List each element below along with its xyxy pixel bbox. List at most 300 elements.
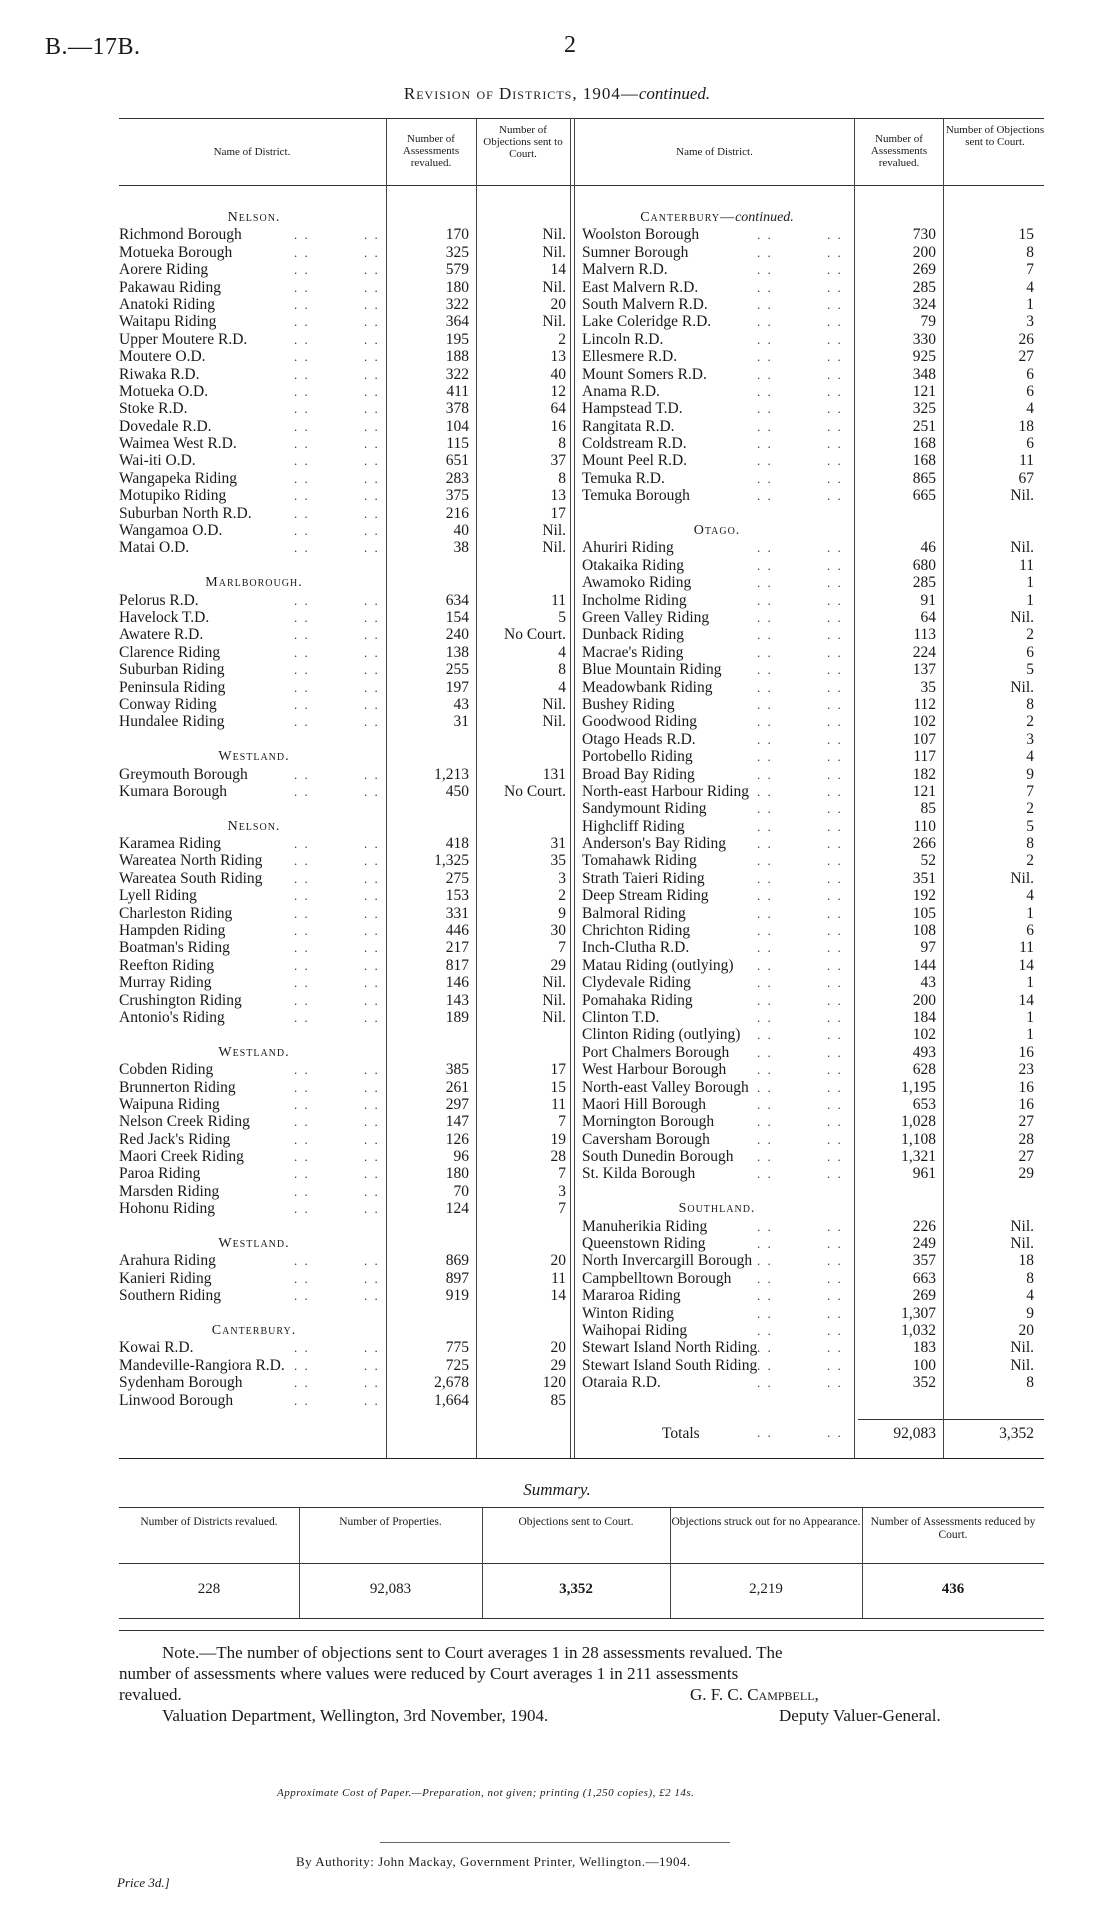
table-row	[582, 470, 1042, 487]
leader-dots: . .	[757, 1236, 773, 1252]
leader-dots: . .	[757, 1253, 773, 1269]
district-name: Malvern R.D.	[582, 261, 668, 279]
objections-value: 4	[1026, 400, 1034, 418]
leader-dots: . .	[827, 783, 843, 799]
district-name: South Malvern R.D.	[582, 295, 708, 313]
table-row	[582, 922, 1042, 939]
table-row	[119, 1131, 574, 1148]
objections-value: 2	[1026, 626, 1034, 644]
objections-value: 16	[1018, 1078, 1034, 1096]
district-name: Sydenham Borough	[119, 1374, 243, 1392]
leader-dots: . .	[294, 766, 310, 782]
leader-dots: . .	[827, 401, 843, 417]
leader-dots: . .	[364, 836, 380, 852]
district-name: Otaraia R.D.	[582, 1374, 661, 1392]
assessments-value: 115	[446, 435, 469, 453]
section-heading: Southland.	[678, 1201, 756, 1217]
objections-value: No Court.	[504, 782, 566, 800]
assessments-value: 124	[445, 1200, 469, 1218]
table-row	[119, 974, 574, 991]
leader-dots: . .	[827, 227, 843, 243]
leader-dots: . .	[364, 227, 380, 243]
section-heading: Westland.	[218, 749, 290, 765]
district-name: Waimea West R.D.	[119, 435, 237, 453]
objections-value: No Court.	[504, 626, 566, 644]
leader-dots: . .	[294, 383, 310, 399]
department-line: Valuation Department, Wellington, 3rd November, 1904.	[162, 1706, 549, 1725]
assessments-value: 192	[912, 887, 936, 905]
leader-dots: . .	[364, 1288, 380, 1304]
leader-dots: . .	[827, 331, 843, 347]
table-row	[119, 522, 574, 539]
assessments-value: 146	[445, 974, 469, 992]
table-row	[582, 748, 1042, 765]
table-row	[119, 331, 574, 348]
assessments-value: 168	[912, 452, 936, 470]
assessments-value: 680	[912, 556, 936, 574]
district-name: Pakawau Riding	[119, 278, 222, 296]
objections-value: 8	[558, 469, 566, 487]
table-row	[119, 1392, 574, 1409]
objections-value: 31	[550, 835, 566, 853]
objections-value: Nil.	[542, 695, 566, 713]
leader-dots: . .	[294, 1183, 310, 1199]
leader-dots: . .	[364, 853, 380, 869]
leader-dots: . .	[827, 453, 843, 469]
table-row	[582, 800, 1042, 817]
assessments-value: 897	[445, 1269, 469, 1287]
assessments-value: 102	[912, 1026, 936, 1044]
assessments-value: 418	[445, 835, 469, 853]
leader-dots: . .	[757, 905, 773, 921]
objections-value: 4	[1026, 887, 1034, 905]
header-assessments-left: Number of Assessments revalued.	[402, 133, 460, 169]
leader-dots: . .	[294, 453, 310, 469]
assessments-value: 1,213	[434, 765, 469, 783]
table-top-rule	[119, 118, 1044, 119]
district-name: Marsden Riding	[119, 1182, 220, 1200]
assessments-value: 182	[912, 765, 936, 783]
assessments-value: 121	[912, 782, 936, 800]
leader-dots: . .	[364, 957, 380, 973]
assessments-value: 70	[453, 1182, 469, 1200]
objections-value: 2	[1026, 713, 1034, 731]
leader-dots: . .	[294, 1062, 310, 1078]
leader-dots: . .	[757, 366, 773, 382]
district-name: Hampden Riding	[119, 922, 226, 940]
assessments-value: 195	[445, 330, 469, 348]
district-name: Crushington Riding	[119, 991, 242, 1009]
district-name: Aorere Riding	[119, 261, 209, 279]
leader-dots: . .	[827, 853, 843, 869]
table-row	[582, 1357, 1042, 1374]
objections-value: 12	[550, 382, 566, 400]
objections-value: 7	[1026, 261, 1034, 279]
assessments-value: 493	[912, 1043, 936, 1061]
leader-dots: . .	[827, 366, 843, 382]
objections-value: Nil.	[542, 713, 566, 731]
table-row	[119, 592, 574, 609]
table-row	[582, 1305, 1042, 1322]
leader-dots: . .	[827, 418, 843, 434]
leader-dots: . .	[827, 575, 843, 591]
assessments-value: 351	[912, 869, 936, 887]
leader-dots: . .	[294, 783, 310, 799]
leader-dots: . .	[757, 1079, 773, 1095]
leader-dots: . .	[757, 1027, 773, 1043]
district-name: North-east Harbour Riding	[582, 782, 750, 800]
assessments-value: 126	[445, 1130, 469, 1148]
objections-value: 9	[1026, 765, 1034, 783]
objections-value: Nil.	[1010, 1356, 1034, 1374]
district-name: Pomahaka Riding	[582, 991, 693, 1009]
leader-dots: . .	[364, 975, 380, 991]
district-name: Clinton Riding (outlying)	[582, 1026, 741, 1044]
leader-dots: . .	[294, 1201, 310, 1217]
objections-value: 27	[1018, 1113, 1034, 1131]
leader-dots: . .	[294, 696, 310, 712]
district-name: Waitapu Riding	[119, 313, 217, 331]
leader-dots: . .	[364, 783, 380, 799]
table-row	[119, 1113, 574, 1130]
leader-dots: . .	[294, 366, 310, 382]
table-row	[582, 1148, 1042, 1165]
objections-value: 17	[550, 1061, 566, 1079]
leader-dots: . .	[827, 1149, 843, 1165]
leader-dots: . .	[757, 940, 773, 956]
leader-dots: . .	[757, 592, 773, 608]
leader-dots: . .	[294, 662, 310, 678]
district-name: Anderson's Bay Riding	[582, 835, 727, 853]
objections-value: 1	[1026, 974, 1034, 992]
objections-value: 4	[558, 678, 566, 696]
leader-dots: . .	[757, 1305, 773, 1321]
assessments-value: 46	[920, 539, 936, 557]
leader-dots: . .	[364, 331, 380, 347]
district-name: Nelson Creek Riding	[119, 1113, 250, 1131]
leader-dots: . .	[757, 575, 773, 591]
objections-value: 8	[1026, 835, 1034, 853]
leader-dots: . .	[757, 488, 773, 504]
table-row	[119, 1148, 574, 1165]
district-name: Mornington Borough	[582, 1113, 715, 1131]
leader-dots: . .	[827, 540, 843, 556]
table-row	[119, 1270, 574, 1287]
assessments-value: 450	[445, 782, 469, 800]
leader-dots: . .	[294, 296, 310, 312]
leader-dots: . .	[364, 453, 380, 469]
district-name: Dovedale R.D.	[119, 417, 212, 435]
district-name: Port Chalmers Borough	[582, 1043, 730, 1061]
leader-dots: . .	[364, 244, 380, 260]
leader-dots: . .	[364, 262, 380, 278]
leader-dots: . .	[294, 975, 310, 991]
table-row	[119, 679, 574, 696]
table-row	[582, 1252, 1042, 1269]
leader-dots: . .	[757, 279, 773, 295]
district-name: Hundalee Riding	[119, 713, 225, 731]
table-row	[119, 296, 574, 313]
objections-value: 20	[550, 295, 566, 313]
leader-dots: . .	[294, 627, 310, 643]
table-row	[119, 261, 574, 278]
leader-dots: . .	[294, 644, 310, 660]
assessments-value: 104	[445, 417, 469, 435]
objections-value: Nil.	[542, 539, 566, 557]
totals-label: Totals	[662, 1425, 700, 1442]
district-name: Inch-Clutha R.D.	[582, 939, 690, 957]
assessments-value: 200	[912, 243, 936, 261]
signature-name: G. F. C. Campbell,	[690, 1685, 819, 1704]
leader-dots: . .	[364, 505, 380, 521]
district-name: Wareatea South Riding	[119, 869, 263, 887]
assessments-value: 651	[445, 452, 469, 470]
table-row	[582, 731, 1042, 748]
leader-dots: . .	[364, 1201, 380, 1217]
table-row	[119, 400, 574, 417]
leader-dots: . .	[827, 1305, 843, 1321]
district-name: Greymouth Borough	[119, 765, 248, 783]
district-name: Lincoln R.D.	[582, 330, 664, 348]
leader-dots: . .	[294, 436, 310, 452]
leader-dots: . .	[827, 314, 843, 330]
summary-title: Summary.	[523, 1480, 591, 1499]
leader-dots: . .	[827, 627, 843, 643]
district-name: Incholme Riding	[582, 591, 687, 609]
assessments-value: 961	[912, 1165, 936, 1183]
table-row	[119, 1009, 574, 1026]
leader-dots: . .	[294, 714, 310, 730]
objections-value: 13	[550, 487, 566, 505]
objections-value: 4	[1026, 748, 1034, 766]
district-name: Matai O.D.	[119, 539, 190, 557]
leader-dots: . .	[294, 992, 310, 1008]
table-row	[582, 1026, 1042, 1043]
district-name: Campbelltown Borough	[582, 1269, 732, 1287]
objections-value: 4	[1026, 1287, 1034, 1305]
leader-dots: . .	[364, 1131, 380, 1147]
assessments-value: 446	[445, 922, 469, 940]
objections-value: Nil.	[542, 226, 566, 244]
note-line-2: number of assessments where values were reduced by Court averages 1 in 211 assessments	[119, 1664, 739, 1683]
objections-value: 5	[1026, 817, 1034, 835]
district-name: Waihopai Riding	[582, 1322, 688, 1339]
leader-dots: . .	[827, 1096, 843, 1112]
assessments-value: 154	[445, 608, 469, 626]
table-row	[119, 1287, 574, 1304]
objections-value: 14	[550, 261, 566, 279]
assessments-value: 357	[912, 1252, 936, 1270]
objections-value: 40	[550, 365, 566, 383]
table-row	[582, 435, 1042, 452]
objections-value: 5	[558, 608, 566, 626]
assessments-value: 112	[913, 695, 936, 713]
leader-dots: . .	[757, 331, 773, 347]
district-name: Upper Moutere R.D.	[119, 330, 248, 348]
leader-dots: . .	[827, 836, 843, 852]
objections-value: 28	[1018, 1130, 1034, 1148]
leader-dots: . .	[364, 1357, 380, 1373]
leader-dots: . .	[294, 1357, 310, 1373]
leader-dots: . .	[827, 1236, 843, 1252]
summary-header: Number of Districts revalued.	[140, 1516, 278, 1528]
assessments-value: 325	[912, 400, 936, 418]
district-name: Motupiko Riding	[119, 487, 227, 505]
district-name: Hohonu Riding	[119, 1200, 216, 1218]
objections-value: 6	[1026, 435, 1034, 453]
leader-dots: . .	[757, 714, 773, 730]
leader-dots: . .	[364, 1340, 380, 1356]
section-heading: Otago.	[693, 523, 741, 539]
leader-dots: . .	[757, 975, 773, 991]
district-name: Moutere O.D.	[119, 348, 206, 366]
assessments-value: 184	[912, 1008, 936, 1026]
leader-dots: . .	[294, 1096, 310, 1112]
note-rule	[119, 1630, 1044, 1631]
leader-dots: . .	[294, 836, 310, 852]
leader-dots: . .	[294, 314, 310, 330]
section-spacer	[119, 731, 574, 748]
assessments-value: 322	[445, 365, 469, 383]
leader-dots: . .	[364, 1079, 380, 1095]
table-row	[582, 244, 1042, 261]
objections-value: 8	[1026, 1374, 1034, 1392]
assessments-value: 110	[913, 817, 936, 835]
table-row	[582, 992, 1042, 1009]
header-objections-right: Number of Objections sent to Court.	[945, 124, 1045, 148]
table-row	[119, 383, 574, 400]
district-name: Bushey Riding	[582, 695, 675, 713]
assessments-value: 43	[453, 695, 469, 713]
assessments-value: 147	[445, 1113, 469, 1131]
leader-dots: . .	[757, 679, 773, 695]
section-heading: Marlborough.	[205, 575, 303, 591]
district-name: East Malvern R.D.	[582, 278, 699, 296]
leader-dots: . .	[294, 1131, 310, 1147]
table-row	[119, 1374, 574, 1391]
objections-value: Nil.	[542, 522, 566, 540]
objections-value: 14	[550, 1287, 566, 1305]
assessments-value: 775	[445, 1339, 469, 1357]
leader-dots: . .	[364, 1375, 380, 1391]
leader-dots: . .	[364, 1392, 380, 1408]
leader-dots: . .	[827, 940, 843, 956]
district-name: Suburban North R.D.	[119, 504, 252, 522]
assessments-value: 378	[445, 400, 469, 418]
district-name: Conway Riding	[119, 695, 217, 713]
district-name: Linwood Borough	[119, 1391, 234, 1409]
leader-dots: . .	[757, 540, 773, 556]
section-spacer	[582, 1183, 1042, 1200]
leader-dots: . .	[757, 418, 773, 434]
leader-dots: . .	[364, 714, 380, 730]
leader-dots: . .	[294, 853, 310, 869]
leader-dots: . .	[294, 540, 310, 556]
table-row	[582, 487, 1042, 504]
assessments-value: 1,307	[901, 1304, 936, 1322]
district-name: Kanieri Riding	[119, 1269, 212, 1287]
assessments-value: 330	[912, 330, 936, 348]
leader-dots: . .	[364, 1270, 380, 1286]
table-row	[119, 435, 574, 452]
leader-dots: . .	[294, 227, 310, 243]
assessments-value: 31	[453, 713, 469, 731]
table-row	[582, 539, 1042, 556]
assessments-value: 364	[445, 313, 469, 331]
leader-dots: . .	[364, 1253, 380, 1269]
assessments-value: 180	[445, 278, 469, 296]
objections-value: 13	[550, 348, 566, 366]
district-name: Goodwood Riding	[582, 713, 697, 731]
district-name: Lyell Riding	[119, 887, 197, 905]
table-row	[582, 957, 1042, 974]
leader-dots: . .	[827, 888, 843, 904]
district-name: Woolston Borough	[582, 226, 700, 244]
section-spacer	[582, 505, 1042, 522]
summary-header: Objections struck out for no Appearance.	[671, 1516, 861, 1528]
objections-value: 2	[1026, 800, 1034, 818]
objections-value: Nil.	[1010, 539, 1034, 557]
leader-dots: . .	[757, 1131, 773, 1147]
assessments-value: 817	[445, 956, 469, 974]
district-name: Maori Hill Borough	[582, 1095, 706, 1113]
leader-dots: . .	[757, 227, 773, 243]
district-name: St. Kilda Borough	[582, 1165, 696, 1183]
table-row	[119, 487, 574, 504]
leader-dots: . .	[827, 1079, 843, 1095]
district-name: Hampstead T.D.	[582, 400, 683, 418]
objections-value: 2	[558, 887, 566, 905]
signature-title: Deputy Valuer-General.	[779, 1706, 941, 1725]
table-row	[119, 279, 574, 296]
objections-value: 8	[558, 661, 566, 679]
leader-dots: . .	[294, 905, 310, 921]
district-name: Murray Riding	[119, 974, 212, 992]
table-row	[119, 1357, 574, 1374]
leader-dots: . .	[364, 1149, 380, 1165]
leader-dots: . .	[757, 818, 773, 834]
objections-value: Nil.	[542, 278, 566, 296]
leader-dots: . .	[364, 436, 380, 452]
assessments-value: 324	[912, 295, 936, 313]
leader-dots: . .	[757, 349, 773, 365]
leader-dots: . .	[827, 818, 843, 834]
table-row	[582, 1374, 1042, 1391]
assessments-value: 634	[445, 591, 469, 609]
district-name: Boatman's Riding	[119, 939, 230, 957]
col-divider	[574, 118, 575, 1458]
leader-dots: . .	[294, 1253, 310, 1269]
assessments-value: 865	[912, 469, 936, 487]
header-district-name-left: Name of District.	[213, 146, 291, 158]
leader-dots: . .	[364, 1166, 380, 1182]
leader-dots: . .	[364, 349, 380, 365]
leader-dots: . .	[757, 609, 773, 625]
assessments-value: 249	[912, 1235, 936, 1253]
table-row	[119, 852, 574, 869]
table-row	[582, 1339, 1042, 1356]
district-name: Queenstown Riding	[582, 1235, 706, 1253]
leader-dots: . .	[757, 470, 773, 486]
table-row	[119, 1165, 574, 1182]
leader-dots: . .	[364, 592, 380, 608]
assessments-value: 1,664	[434, 1391, 469, 1409]
assessments-value: 107	[912, 730, 936, 748]
objections-value: 16	[1018, 1043, 1034, 1061]
assessments-value: 38	[453, 539, 469, 557]
table-row	[582, 348, 1042, 365]
objections-value: Nil.	[542, 974, 566, 992]
